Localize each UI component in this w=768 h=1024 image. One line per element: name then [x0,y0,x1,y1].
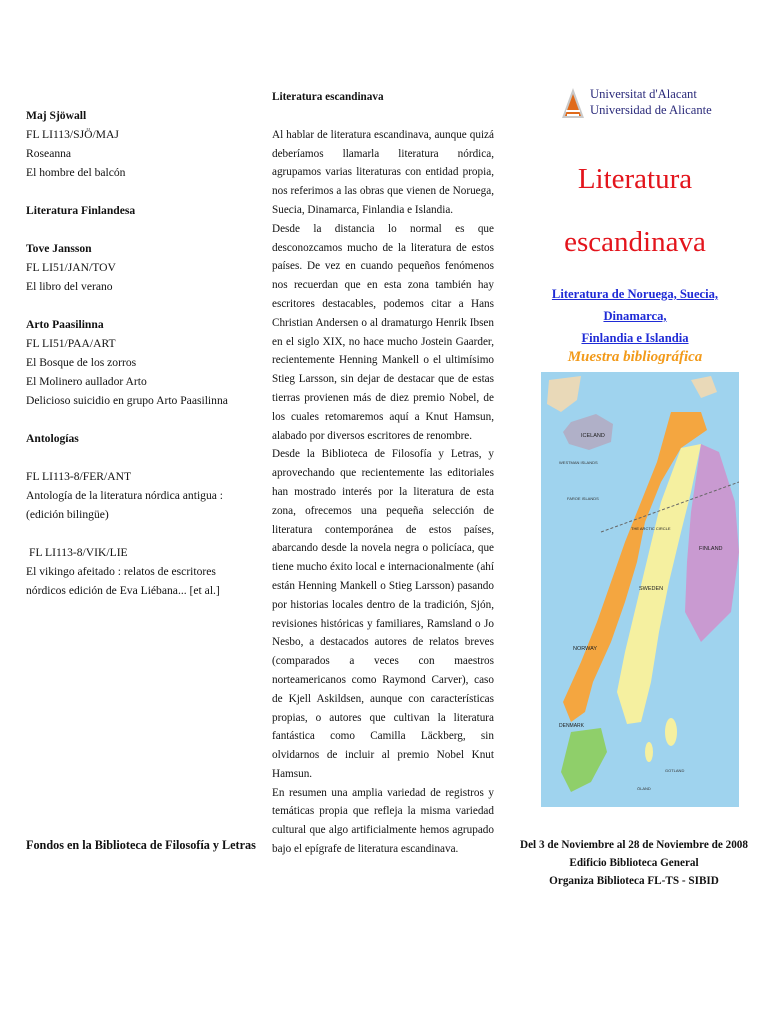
call-number: FL LI51/PAA/ART [26,337,116,350]
cover-title: Literatura [577,163,693,195]
map-label-denmark: DENMARK [559,723,585,729]
map-label-sweden: SWEDEN [639,586,664,592]
logo-line: Universitat d'Alacant [590,87,697,101]
cover-title: escandinava [564,226,706,258]
intro-paragraph: Al hablar de literatura escandinava, aunque quizá deberíamos llamarla literatura nórdica, agrupamos varias literaturas con entidad propia, nos referimos a las obras que vienen de Noruega, Suecia, Dinamarca, Finlandia e Islandia. [272,128,494,216]
call-number: FL LI113-8/VIK/LIE [29,546,128,559]
middle-column [272,88,494,859]
author-name: Maj Sjöwall [26,109,87,122]
fondos-heading: Fondos en la Biblioteca de Filosofía y Letras [26,838,256,852]
author-name: Tove Jansson [26,242,92,255]
map-label-arctic: THE ARCTIC CIRCLE [631,526,671,531]
section-heading: Antologías [26,432,79,445]
book-title: Antología de la literatura nórdica antigua : (edición bilingüe) [26,489,224,521]
book-title: El Molinero aullador Arto [26,375,147,388]
university-logo [562,86,712,126]
intro-body [272,126,494,859]
intro-paragraph: Desde la Biblioteca de Filosofía y Letras, y aprovechando que recientemente las editoriales han mostrado interés por la literatura de esta zona, ofrecemos una pequeña selección de literatura contemporánea de estos países, abarcando desde la novela negra o policíaca, que tiene mucho éxito local e internacionalmente (ahí están Henning Mankell o Stieg Larsson) pasando por historias locales dentro de la tradición, Sjón, revisiones históricas y familiares, Ramsland o Jo Nesbo, a destacados autores de relatos breves (comparados a veces con maestros norteamericanos como Raymond Carver), caso de Kjell Askildsen, aunque con características propias, o autores que cultivan la literatura fantástica como Camilla Läckberg, sin olvidarnos de incluir al premio Nobel Knut Hamsun. [272,448,494,780]
map-label-oland: ÖLAND [637,786,651,791]
book-title: El Bosque de los zorros [26,356,137,369]
university-logo-icon [562,88,584,118]
call-number: FL LI113-8/FER/ANT [26,470,132,483]
author-name: Arto Paasilinna [26,318,104,331]
book-title: El libro del verano [26,280,113,293]
map-label-iceland: ICELAND [581,433,605,439]
call-number: FL LI51/JAN/TOV [26,261,116,274]
scandinavia-map [541,352,739,807]
call-number: FL LI113/SJÖ/MAJ [26,128,119,141]
book-title: El hombre del balcón [26,166,126,179]
exhibition-organizer: Organiza Biblioteca FL-TS - SIBID [549,875,719,887]
exhibition-dates: Del 3 de Noviembre al 28 de Noviembre de 2008 [520,839,748,851]
exhibition-venue: Edificio Biblioteca General [569,857,699,869]
book-title: El vikingo afeitado : relatos de escritores nórdicos edición de Eva Liébana... [et al.] [26,565,220,597]
book-title: Delicioso suicidio en grupo Arto Paasilinna [26,394,228,407]
intro-paragraph: En resumen una amplia variedad de registros y temáticas propia que refleja la misma variedad cultural que algo artificialmente hemos agrupado bajo el epígrafe de literatura escandinava. [272,786,494,856]
book-title: Roseanna [26,147,72,160]
map-label-finland: FINLAND [699,546,723,552]
subtitle-line: Literatura de Noruega, Suecia, Dinamarca, [551,287,719,323]
left-column [26,106,241,600]
intro-title: Literatura escandinava [272,91,384,103]
subtitle-line: Finlandia e Islandia [581,331,689,345]
muestra-heading: Muestra bibliográfica [567,349,703,365]
map-label-norway: NORWAY [573,646,598,652]
map-label-faroe: FAROE ISLANDS [567,496,599,501]
cover-subtitle [520,283,750,349]
logo-line: Universidad de Alicante [590,103,712,117]
exhibition-info [520,836,748,890]
section-heading: Literatura Finlandesa [26,204,136,217]
map-label-westman: WESTMAN ISLANDS [559,460,598,465]
intro-paragraph: Desde la distancia lo normal es que desconozcamos mucho de la literatura de estos países. De vez en cuando pequeños fenómenos nos recuerdan que en esta zona también hay escritores destacables, podemos citar a Hans Christian Andersen o al dramaturgo Henrik Ibsen en el siglo XIX, no hace mucho Jostein Gaarder, recientemente Henning Mankell o el ultimísimo Stieg Larsson, sin dejar de destacar que de estas tierras provienen más de diez premio Nobel, de los cuales retomaremos aquí a Knut Hamsun, alabado por diversos escritores de renombre. [272,222,494,442]
map-label-gotland: GOTLAND [665,768,685,773]
